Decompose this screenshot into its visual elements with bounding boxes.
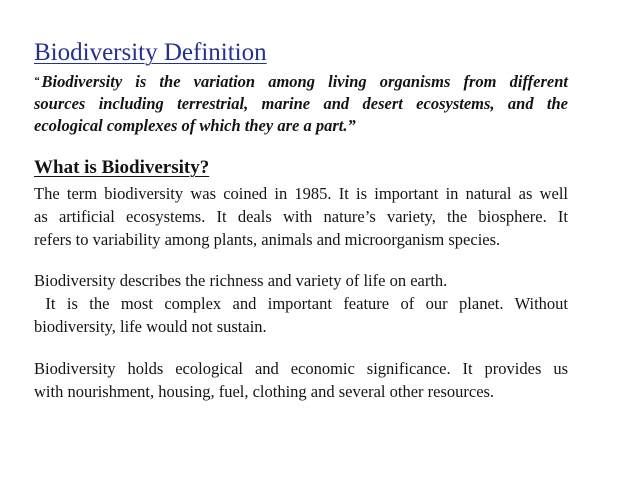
- open-quote-mark: “: [34, 75, 40, 87]
- paragraph-2-line-1: Biodiversity describes the richness and variety of life on earth.: [34, 271, 448, 290]
- slide-title: Biodiversity Definition: [34, 39, 267, 66]
- paragraph-1-line-1: The term biodiversity was coined in 1985. It is important in natural as well: [34, 184, 568, 203]
- paragraph-4-line-2: with nourishment, housing, fuel, clothing and several other resources.: [34, 382, 495, 401]
- quote-line-1: [34, 70, 568, 93]
- section-heading: What is Biodiversity?: [34, 157, 210, 178]
- paragraph-3: [34, 292, 568, 338]
- quote-line-2: sources including terrestrial, marine and desert ecosystems, and the: [34, 94, 568, 113]
- paragraph-2: [34, 269, 568, 292]
- quote-line-1-text: Biodiversity is the variation among living organisms from different: [41, 72, 568, 91]
- paragraph-1-line-3: refers to variability among plants, animals and microorganism species.: [34, 230, 501, 249]
- paragraph-1: [34, 182, 568, 251]
- definition-quote: [34, 70, 568, 137]
- paragraph-3-line-1: It is the most complex and important feature of our planet. Without: [34, 294, 568, 313]
- paragraph-4-line-1: Biodiversity holds ecological and economic significance. It provides us: [34, 359, 568, 378]
- paragraph-3-line-2: biodiversity, life would not sustain.: [34, 317, 267, 336]
- quote-line-3: ecological complexes of which they are a part.”: [34, 116, 356, 135]
- paragraph-1-line-2: as artificial ecosystems. It deals with nature’s variety, the biosphere. It: [34, 207, 568, 226]
- paragraph-4: [34, 357, 568, 403]
